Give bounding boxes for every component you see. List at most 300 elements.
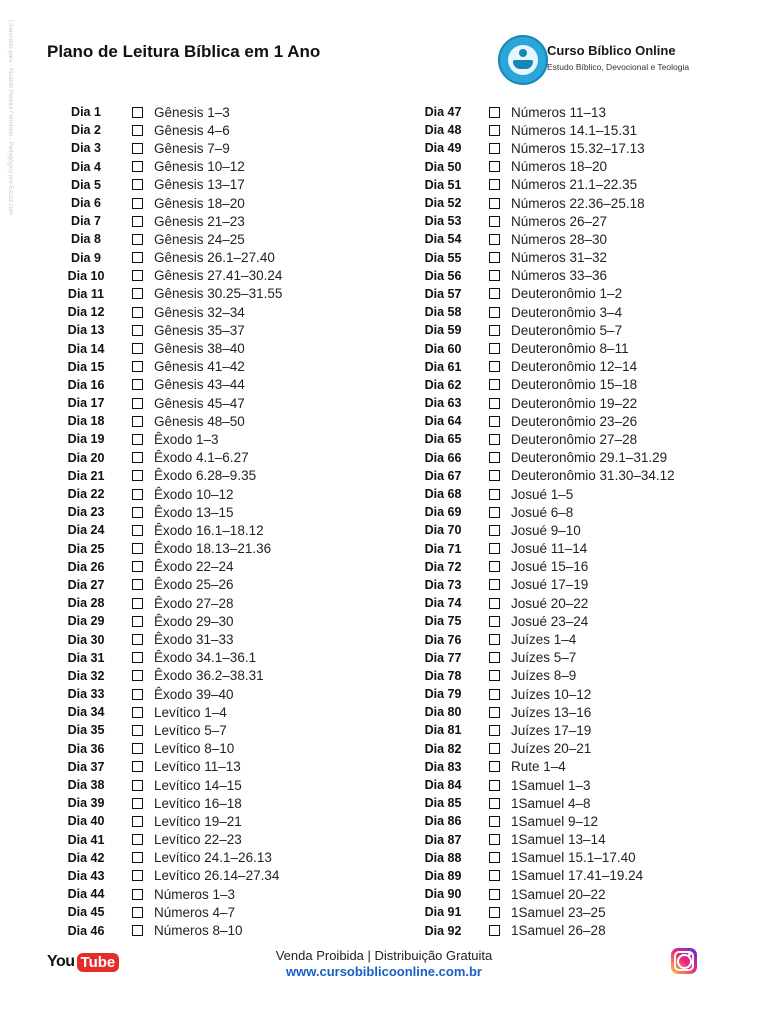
reading-passage: Deuteronômio 23–26 [511,413,638,429]
reading-passage: Números 15.32–17.13 [511,140,645,156]
reading-row [414,485,744,503]
reading-passage: Êxodo 22–24 [154,559,234,575]
reading-checkbox[interactable] [132,107,143,118]
day-label: Dia 66 [424,450,462,465]
day-label: Dia 61 [424,359,462,374]
reading-checkbox[interactable] [489,689,500,700]
reading-checkbox[interactable] [132,198,143,209]
reading-passage: Josué 17–19 [511,577,589,593]
reading-checkbox[interactable] [132,489,143,500]
reading-checkbox[interactable] [489,252,500,263]
reading-passage: Gênesis 21–23 [154,213,245,229]
reading-checkbox[interactable] [489,288,500,299]
reading-passage: Gênesis 24–25 [154,231,245,247]
reading-row [57,612,387,630]
reading-passage: Êxodo 6.28–9.35 [154,468,257,484]
day-label: Dia 71 [424,541,462,556]
reading-checkbox[interactable] [489,307,500,318]
reading-checkbox[interactable] [489,398,500,409]
reading-passage: Números 18–20 [511,159,608,175]
reading-row [414,758,744,776]
reading-checkbox[interactable] [489,125,500,136]
day-label: Dia 70 [424,523,462,538]
reading-passage: Deuteronômio 15–18 [511,377,638,393]
day-label: Dia 38 [67,778,105,793]
reading-passage: Êxodo 36.2–38.31 [154,668,264,684]
reading-checkbox[interactable] [489,416,500,427]
day-label: Dia 85 [424,796,462,811]
day-label: Dia 65 [424,432,462,447]
day-label: Dia 90 [424,887,462,902]
reading-row [414,449,744,467]
reading-passage: 1Samuel 1–3 [511,777,591,793]
reading-row [57,540,387,558]
reading-checkbox[interactable] [489,325,500,336]
reading-checkbox[interactable] [489,652,500,663]
reading-passage: Deuteronômio 19–22 [511,395,638,411]
day-label: Dia 54 [424,232,462,247]
day-label: Dia 79 [424,687,462,702]
reading-checkbox[interactable] [132,507,143,518]
reading-passage: Êxodo 34.1–36.1 [154,650,257,666]
reading-checkbox[interactable] [132,780,143,791]
reading-row [414,685,744,703]
day-label: Dia 17 [67,396,105,411]
reading-checkbox[interactable] [489,543,500,554]
reading-row [57,339,387,357]
day-label: Dia 19 [67,432,105,447]
reading-passage: Êxodo 1–3 [154,431,219,447]
day-label: Dia 64 [424,414,462,429]
reading-checkbox[interactable] [489,780,500,791]
day-label: Dia 76 [424,632,462,647]
reading-checkbox[interactable] [489,234,500,245]
reading-checkbox[interactable] [132,179,143,190]
day-label: Dia 6 [71,196,101,211]
reading-passage: Juízes 10–12 [511,686,592,702]
day-label: Dia 77 [424,650,462,665]
reading-checkbox[interactable] [132,343,143,354]
reading-passage: Êxodo 39–40 [154,686,234,702]
reading-passage: Gênesis 32–34 [154,304,245,320]
day-label: Dia 73 [424,577,462,592]
day-label: Dia 29 [67,614,105,629]
reading-row [414,849,744,867]
license-watermark: Licenciado para - Ricardo Pereira Fermiano - Pedagógico por Eduzz.com [7,20,13,216]
reading-checkbox[interactable] [132,234,143,245]
brand-subtitle: Estudo Bíblico, Devocional e Teologia [547,62,690,72]
reading-checkbox[interactable] [489,725,500,736]
reading-passage: Levítico 26.14–27.34 [154,868,280,884]
reading-checkbox[interactable] [489,670,500,681]
reading-checkbox[interactable] [132,652,143,663]
reading-checkbox[interactable] [132,616,143,627]
reading-checkbox[interactable] [132,634,143,645]
reading-row [57,685,387,703]
reading-row [57,867,387,885]
reading-passage: Números 14.1–15.31 [511,122,638,138]
reading-passage: Êxodo 29–30 [154,613,234,629]
reading-passage: 1Samuel 4–8 [511,795,591,811]
day-label: Dia 14 [67,341,105,356]
reading-row [414,612,744,630]
reading-row [414,249,744,267]
reading-column-2 [414,103,744,940]
day-label: Dia 41 [67,832,105,847]
brand-logo[interactable] [498,35,708,85]
reading-row [414,358,744,376]
reading-row [57,394,387,412]
reading-passage: Gênesis 13–17 [154,177,245,193]
reading-row [57,776,387,794]
reading-passage: 1Samuel 15.1–17.40 [511,850,636,866]
day-label: Dia 44 [67,887,105,902]
reading-row [57,285,387,303]
reading-passage: Josué 9–10 [511,522,581,538]
day-label: Dia 23 [67,505,105,520]
reading-checkbox[interactable] [489,198,500,209]
day-label: Dia 59 [424,323,462,338]
reading-row [414,430,744,448]
reading-checkbox[interactable] [132,579,143,590]
reading-passage: Gênesis 30.25–31.55 [154,286,283,302]
day-label: Dia 22 [67,487,105,502]
reading-row [57,176,387,194]
reading-checkbox[interactable] [132,252,143,263]
reading-row [57,740,387,758]
reading-row [414,176,744,194]
reading-checkbox[interactable] [132,689,143,700]
day-label: Dia 72 [424,559,462,574]
reading-passage: Levítico 16–18 [154,795,242,811]
day-label: Dia 18 [67,414,105,429]
day-label: Dia 5 [71,177,101,192]
day-label: Dia 51 [424,177,462,192]
reading-checkbox[interactable] [132,889,143,900]
reading-checkbox[interactable] [132,525,143,536]
reading-row [414,139,744,157]
reading-passage: Josué 15–16 [511,559,589,575]
reading-passage: Êxodo 4.1–6.27 [154,450,249,466]
reading-checkbox[interactable] [132,288,143,299]
day-label: Dia 83 [424,759,462,774]
reading-checkbox[interactable] [489,743,500,754]
reading-passage: Êxodo 13–15 [154,504,234,520]
day-label: Dia 8 [71,232,101,247]
reading-row [57,649,387,667]
reading-checkbox[interactable] [489,379,500,390]
day-label: Dia 1 [71,105,101,120]
reading-passage: Levítico 1–4 [154,704,227,720]
reading-checkbox[interactable] [132,707,143,718]
reading-checkbox[interactable] [489,925,500,936]
reading-passage: Rute 1–4 [511,759,566,775]
reading-passage: Números 31–32 [511,250,608,266]
day-label: Dia 55 [424,250,462,265]
day-label: Dia 52 [424,196,462,211]
reading-checkbox[interactable] [489,179,500,190]
reading-row [414,667,744,685]
reading-row [414,630,744,648]
reading-passage: Gênesis 1–3 [154,104,230,120]
reading-checkbox[interactable] [489,489,500,500]
reading-row [57,358,387,376]
reading-passage: Gênesis 43–44 [154,377,245,393]
reading-checkbox[interactable] [132,925,143,936]
reading-row [414,794,744,812]
footer-notice: Venda Proibida | Distribuição Gratuita [275,948,493,963]
day-label: Dia 43 [67,868,105,883]
reading-passage: 1Samuel 26–28 [511,923,606,939]
instagram-icon[interactable] [671,948,697,974]
reading-passage: Números 22.36–25.18 [511,195,645,211]
reading-checkbox[interactable] [132,725,143,736]
reading-row [414,212,744,230]
reading-passage: Gênesis 4–6 [154,122,230,138]
day-label: Dia 57 [424,286,462,301]
reading-row [57,467,387,485]
reading-passage: Números 33–36 [511,268,608,284]
day-label: Dia 21 [67,468,105,483]
reading-row [414,649,744,667]
reading-passage: Êxodo 25–26 [154,577,234,593]
footer-website-link[interactable]: www.cursobiblicoonline.com.br [286,964,482,979]
reading-checkbox[interactable] [489,579,500,590]
reading-checkbox[interactable] [489,361,500,372]
reading-checkbox[interactable] [489,470,500,481]
reading-checkbox[interactable] [132,307,143,318]
reading-checkbox[interactable] [132,470,143,481]
day-label: Dia 15 [67,359,105,374]
reading-checkbox[interactable] [489,434,500,445]
reading-row [414,376,744,394]
reading-passage: Gênesis 35–37 [154,322,245,338]
reading-row [57,430,387,448]
reading-passage: Êxodo 27–28 [154,595,234,611]
reading-checkbox[interactable] [132,798,143,809]
reading-passage: Josué 1–5 [511,486,574,502]
reading-row [414,721,744,739]
reading-checkbox[interactable] [132,907,143,918]
reading-row [414,903,744,921]
reading-row [57,230,387,248]
day-label: Dia 32 [67,668,105,683]
reading-row [57,449,387,467]
day-label: Dia 84 [424,778,462,793]
reading-passage: Números 26–27 [511,213,608,229]
reading-row [57,903,387,921]
reading-row [414,121,744,139]
day-label: Dia 40 [67,814,105,829]
reading-passage: Gênesis 7–9 [154,140,230,156]
reading-checkbox[interactable] [132,452,143,463]
reading-row [57,503,387,521]
day-label: Dia 45 [67,905,105,920]
reading-passage: Êxodo 31–33 [154,632,234,648]
day-label: Dia 92 [424,923,462,938]
reading-passage: Levítico 14–15 [154,777,242,793]
reading-row [414,831,744,849]
reading-passage: Gênesis 27.41–30.24 [154,268,283,284]
reading-checkbox[interactable] [132,161,143,172]
day-label: Dia 36 [67,741,105,756]
reading-passage: Juízes 5–7 [511,650,577,666]
reading-row [57,849,387,867]
reading-passage: 1Samuel 17.41–19.24 [511,868,644,884]
day-label: Dia 16 [67,377,105,392]
reading-passage: Juízes 13–16 [511,704,592,720]
reading-checkbox[interactable] [489,216,500,227]
reading-checkbox[interactable] [489,834,500,845]
day-label: Dia 27 [67,577,105,592]
reading-row [57,303,387,321]
reading-row [414,103,744,121]
reading-row [57,703,387,721]
reading-checkbox[interactable] [132,398,143,409]
reading-row [57,831,387,849]
reading-row [414,740,744,758]
reading-passage: 1Samuel 23–25 [511,904,606,920]
reading-passage: Levítico 19–21 [154,813,242,829]
reading-passage: Juízes 20–21 [511,741,592,757]
reading-checkbox[interactable] [132,852,143,863]
reading-passage: Deuteronômio 29.1–31.29 [511,450,668,466]
reading-checkbox[interactable] [132,125,143,136]
reading-row [57,376,387,394]
reading-row [414,594,744,612]
reading-checkbox[interactable] [489,761,500,772]
day-label: Dia 12 [67,305,105,320]
reading-checkbox[interactable] [132,379,143,390]
reading-row [414,158,744,176]
reading-row [57,667,387,685]
reading-checkbox[interactable] [132,816,143,827]
reading-row [414,267,744,285]
reading-passage: Deuteronômio 31.30–34.12 [511,468,675,484]
reading-checkbox[interactable] [132,870,143,881]
reading-checkbox[interactable] [132,561,143,572]
reading-checkbox[interactable] [489,598,500,609]
reading-row [57,249,387,267]
reading-checkbox[interactable] [489,343,500,354]
day-label: Dia 78 [424,668,462,683]
day-label: Dia 80 [424,705,462,720]
reading-row [414,339,744,357]
reading-passage: Josué 11–14 [511,541,588,557]
day-label: Dia 48 [424,123,462,138]
reading-checkbox[interactable] [489,870,500,881]
reading-checkbox[interactable] [132,325,143,336]
day-label: Dia 74 [424,596,462,611]
reading-checkbox[interactable] [132,598,143,609]
reading-passage: Levítico 5–7 [154,722,227,738]
reading-checkbox[interactable] [132,834,143,845]
reading-row [57,558,387,576]
reading-checkbox[interactable] [489,452,500,463]
day-label: Dia 50 [424,159,462,174]
reading-row [57,103,387,121]
day-label: Dia 60 [424,341,462,356]
reading-checkbox[interactable] [489,634,500,645]
reading-passage: Juízes 1–4 [511,632,577,648]
bible-reader-logo-icon [498,35,548,85]
reading-checkbox[interactable] [489,889,500,900]
day-label: Dia 30 [67,632,105,647]
reading-passage: Deuteronômio 5–7 [511,322,623,338]
reading-checkbox[interactable] [489,561,500,572]
reading-checkbox[interactable] [132,143,143,154]
day-label: Dia 67 [424,468,462,483]
day-label: Dia 11 [67,286,105,301]
reading-checkbox[interactable] [489,270,500,281]
reading-checkbox[interactable] [132,761,143,772]
reading-passage: Deuteronômio 1–2 [511,286,623,302]
reading-passage: Levítico 22–23 [154,832,242,848]
reading-checkbox[interactable] [489,161,500,172]
reading-row [57,321,387,339]
reading-passage: Números 1–3 [154,886,236,902]
day-label: Dia 33 [67,687,105,702]
day-label: Dia 25 [67,541,105,556]
day-label: Dia 63 [424,396,462,411]
reading-checkbox[interactable] [489,707,500,718]
reading-passage: Josué 23–24 [511,613,589,629]
reading-row [57,594,387,612]
reading-checkbox[interactable] [489,816,500,827]
reading-passage: Gênesis 48–50 [154,413,245,429]
reading-passage: Deuteronômio 12–14 [511,359,638,375]
day-label: Dia 91 [424,905,462,920]
reading-checkbox[interactable] [489,525,500,536]
reading-checkbox[interactable] [132,270,143,281]
reading-row [57,158,387,176]
reading-checkbox[interactable] [132,361,143,372]
day-label: Dia 86 [424,814,462,829]
reading-checkbox[interactable] [132,670,143,681]
reading-passage: Levítico 11–13 [154,759,241,775]
reading-row [57,921,387,939]
day-label: Dia 58 [424,305,462,320]
reading-checkbox[interactable] [132,416,143,427]
reading-row [57,139,387,157]
reading-checkbox[interactable] [489,507,500,518]
reading-passage: Gênesis 38–40 [154,341,245,357]
reading-passage: Gênesis 41–42 [154,359,245,375]
reading-passage: Números 4–7 [154,904,236,920]
reading-checkbox[interactable] [489,143,500,154]
reading-checkbox[interactable] [489,907,500,918]
reading-checkbox[interactable] [489,852,500,863]
reading-row [57,812,387,830]
reading-checkbox[interactable] [132,434,143,445]
reading-passage: Juízes 8–9 [511,668,577,684]
reading-row [57,885,387,903]
day-label: Dia 68 [424,487,462,502]
reading-checkbox[interactable] [489,616,500,627]
reading-checkbox[interactable] [132,216,143,227]
reading-checkbox[interactable] [489,798,500,809]
reading-row [414,194,744,212]
reading-checkbox[interactable] [489,107,500,118]
reading-passage: 1Samuel 9–12 [511,813,599,829]
day-label: Dia 69 [424,505,462,520]
reading-row [414,703,744,721]
reading-row [414,812,744,830]
reading-checkbox[interactable] [132,543,143,554]
reading-row [414,285,744,303]
day-label: Dia 89 [424,868,462,883]
reading-checkbox[interactable] [132,743,143,754]
